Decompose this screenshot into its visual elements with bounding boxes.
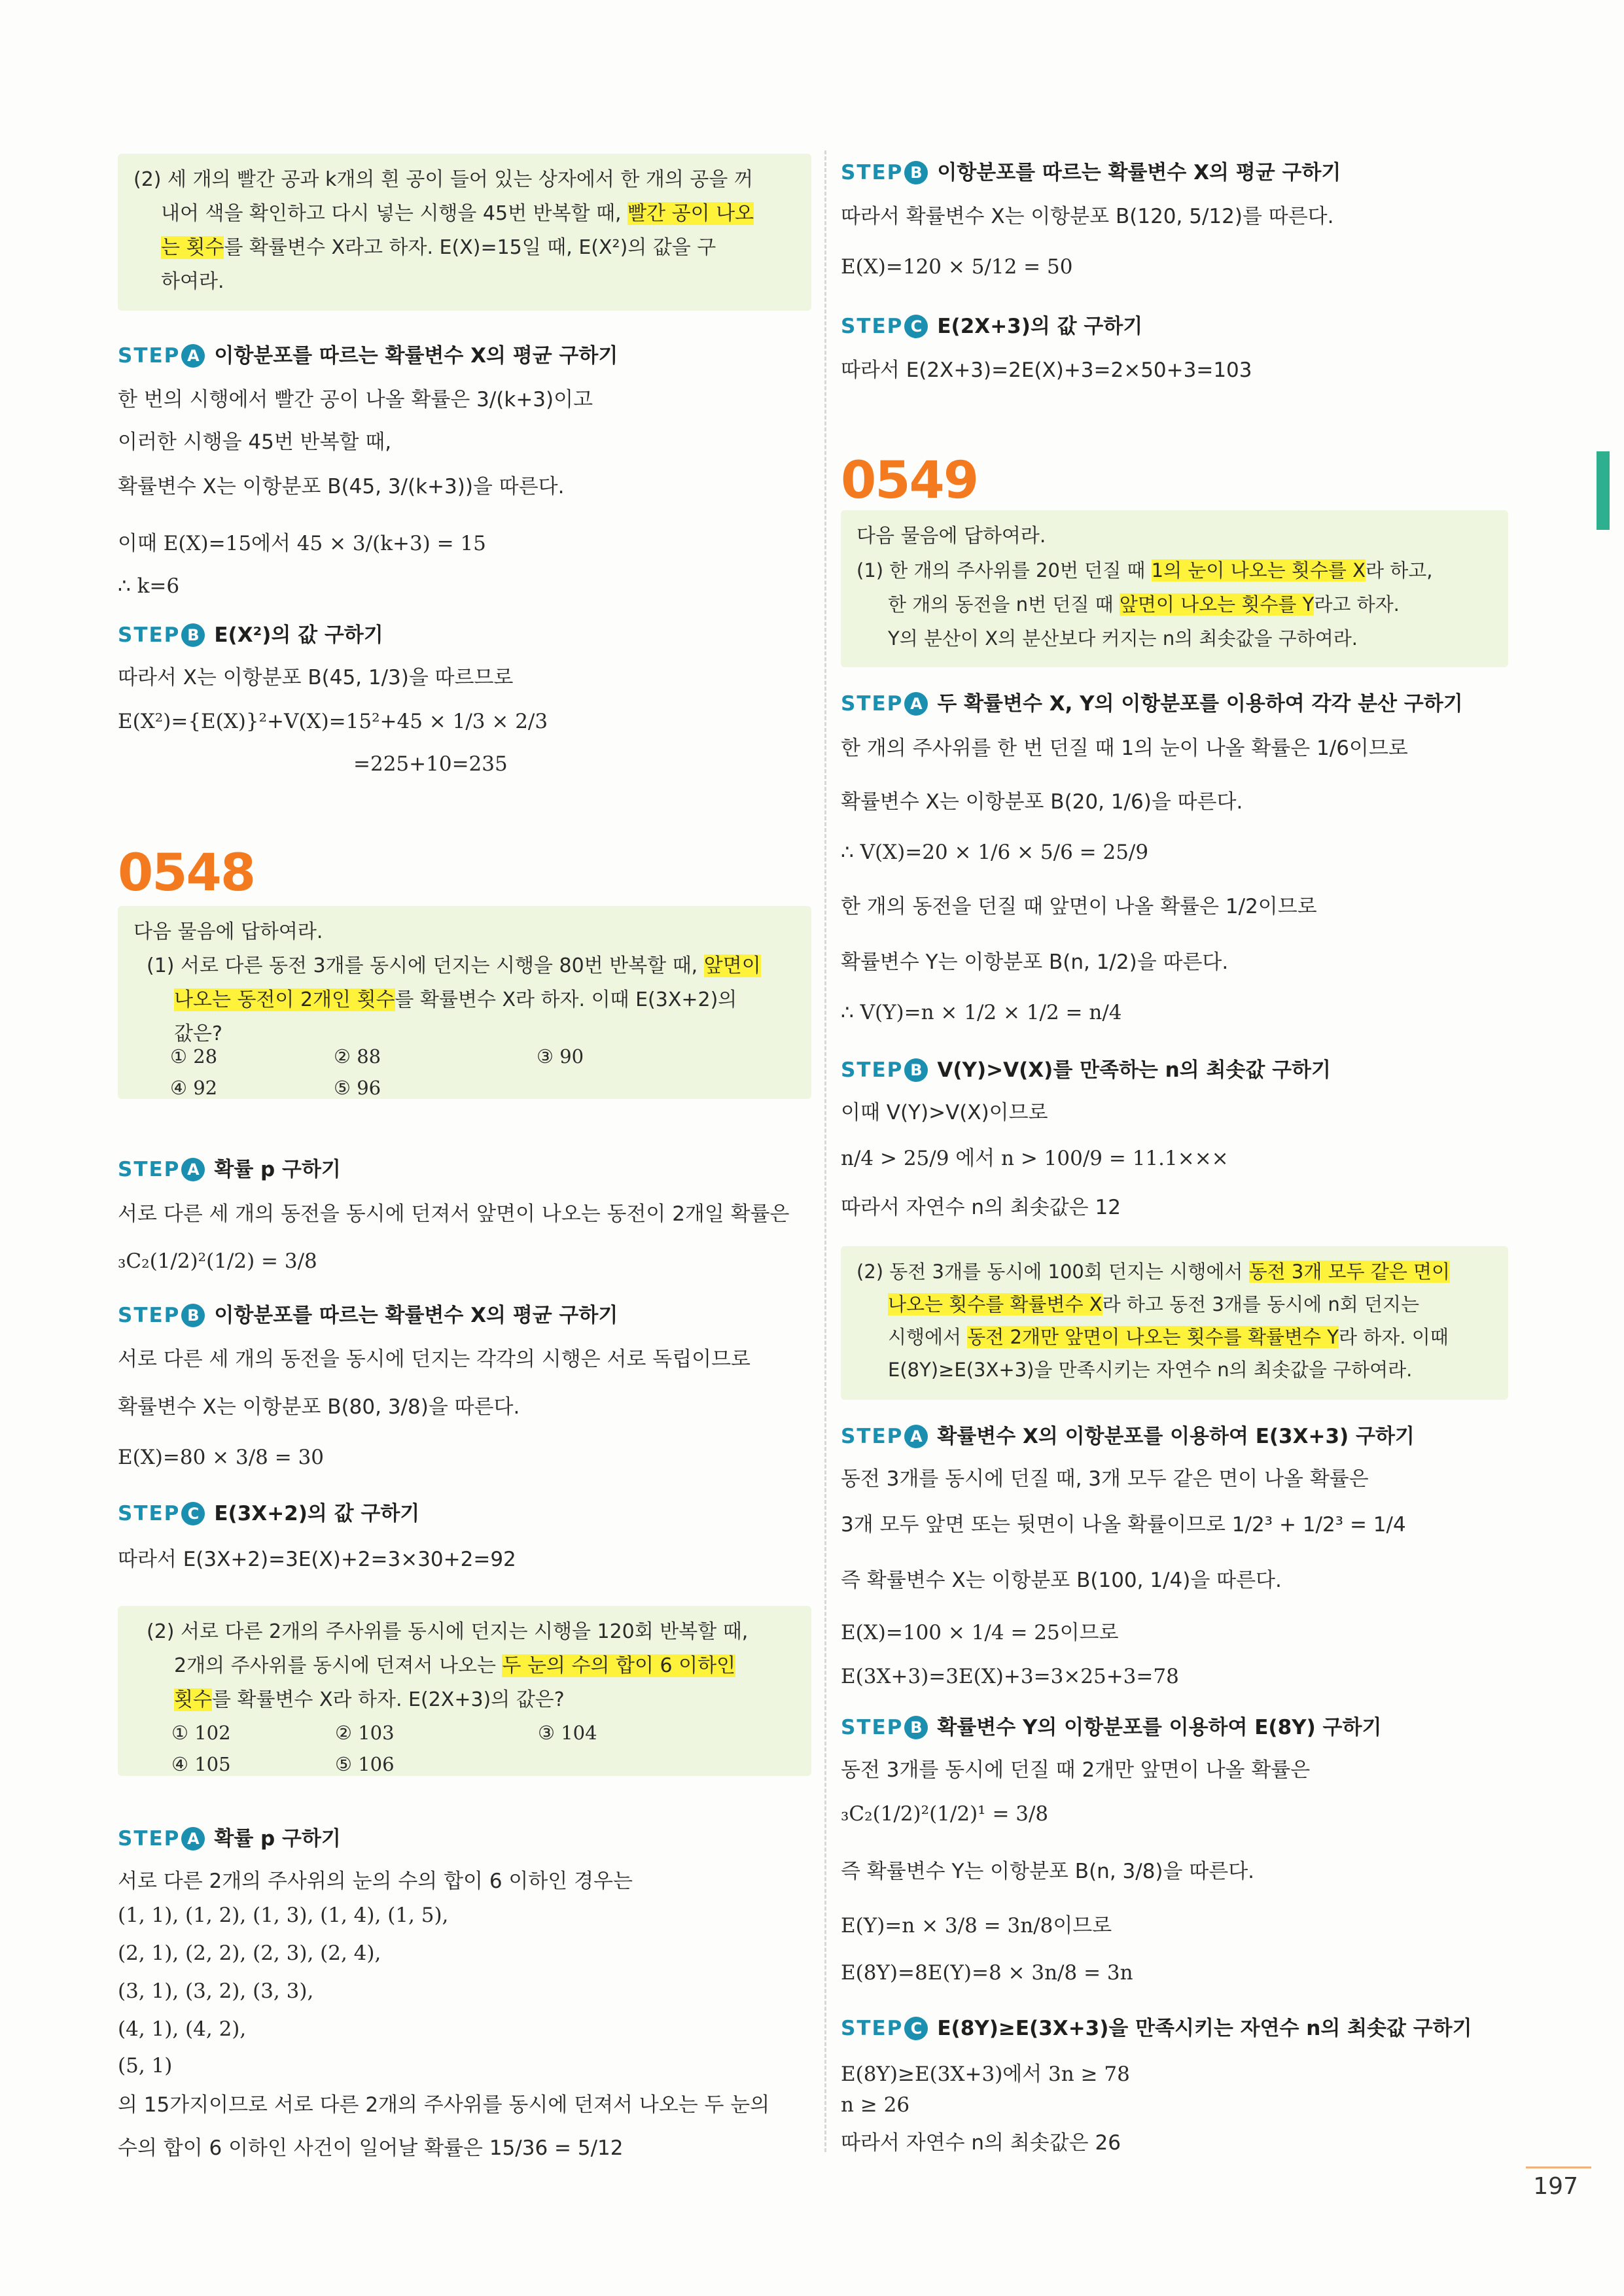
step-label: STEP <box>118 1158 181 1181</box>
step-title: E(8Y)≥E(3X+3)을 만족시키는 자연수 n의 최솟값 구하기 <box>937 2017 1472 2040</box>
question-line: (2) 서로 다른 2개의 주사위를 동시에 던지는 시행을 120회 반복할 때, <box>147 1620 749 1643</box>
solution-line: E(X²)={E(X)}²+V(X)=15²+45 × 1/3 × 2/3 <box>118 710 548 733</box>
solution-line: (2, 1), (2, 2), (2, 3), (2, 4), <box>118 1941 381 1965</box>
question-line <box>856 1255 1492 1288</box>
solution-line: ∴ V(X)=20 × 1/6 × 5/6 = 25/9 <box>841 841 1149 864</box>
question-line <box>133 949 796 983</box>
solution-line: ∴ k=6 <box>118 574 180 598</box>
step-title: E(X²)의 값 구하기 <box>214 623 383 647</box>
solution-line: 서로 다른 세 개의 동전을 동시에 던지는 각각의 시행은 서로 독립이므로 <box>118 1348 750 1371</box>
question-548 <box>118 906 811 1099</box>
step-letter: B <box>904 1716 928 1739</box>
highlight: 동전 2개만 앞면이 나오는 횟수를 확률변수 Y <box>967 1326 1339 1348</box>
question-line: 하여라. <box>161 270 224 293</box>
question-547-2 <box>118 154 811 311</box>
solution-line: 이러한 시행을 45번 반복할 때, <box>118 430 392 454</box>
choice: ④ 92 <box>170 1077 218 1099</box>
choice: ④ 105 <box>171 1753 231 1775</box>
step-a-heading <box>841 1419 1415 1449</box>
solution-line: 수의 합이 6 이하인 사건이 일어날 확률은 15/36 = 5/12 <box>118 2136 624 2160</box>
solution-line: 한 번의 시행에서 빨간 공이 나올 확률은 3/(k+3)이고 <box>118 388 593 411</box>
step-a-heading <box>841 687 1463 716</box>
step-label: STEP <box>841 1058 904 1082</box>
step-a-heading <box>118 1153 341 1182</box>
highlight: 두 눈의 수의 합이 6 이하인 <box>502 1654 736 1677</box>
question-line: Y의 분산이 X의 분산보다 커지는 n의 최솟값을 구하여라. <box>888 627 1358 650</box>
step-title: 확률변수 Y의 이항분포를 이용하여 E(8Y) 구하기 <box>937 1716 1382 1739</box>
highlight: 나오는 동전이 2개인 횟수 <box>174 988 395 1011</box>
step-title: 확률 p 구하기 <box>214 1827 341 1851</box>
solution-line: 확률변수 X는 이항분포 B(20, 1/6)을 따른다. <box>841 790 1243 814</box>
solution-line: 즉 확률변수 Y는 이항분포 B(n, 3/8)을 따른다. <box>841 1860 1255 1883</box>
step-letter: A <box>181 1158 205 1181</box>
solution-line: (3, 1), (3, 2), (3, 3), <box>118 1979 314 2003</box>
text: 를 확률변수 X라 하자. 이때 E(3X+2)의 <box>395 988 737 1011</box>
question-line <box>133 1649 796 1683</box>
step-title: 확률변수 X의 이항분포를 이용하여 E(3X+3) 구하기 <box>937 1425 1415 1448</box>
solution-line: 이때 E(X)=15에서 45 × 3/(k+3) = 15 <box>118 532 486 555</box>
question-line <box>133 197 796 231</box>
step-b-heading <box>841 1711 1381 1740</box>
text: 라 하고 동전 3개를 동시에 n회 던지는 <box>1102 1293 1420 1315</box>
step-letter: A <box>904 692 928 716</box>
solution-line: 동전 3개를 동시에 던질 때 2개만 앞면이 나올 확률은 <box>841 1758 1311 1782</box>
solution-line: (1, 1), (1, 2), (1, 3), (1, 4), (1, 5), <box>118 1904 449 1927</box>
step-letter: B <box>181 623 205 647</box>
choice: ② 103 <box>335 1722 395 1744</box>
solution-line: 따라서 자연수 n의 최솟값은 26 <box>841 2131 1121 2155</box>
step-letter: A <box>904 1425 928 1448</box>
step-letter: A <box>181 344 205 368</box>
step-label: STEP <box>118 1827 181 1851</box>
text: 라 하자. 이때 <box>1339 1326 1449 1348</box>
highlight: 는 횟수 <box>161 236 224 259</box>
solution-line: ₃C₂(1/2)²(1/2) = 3/8 <box>118 1249 317 1273</box>
question-line <box>133 1683 796 1717</box>
text: 시행에서 <box>888 1326 962 1348</box>
solution-line: 이때 V(Y)>V(X)이므로 <box>841 1101 1048 1124</box>
solution-line: 즉 확률변수 X는 이항분포 B(100, 1/4)을 따른다. <box>841 1569 1282 1592</box>
solution-line: (4, 1), (4, 2), <box>118 2017 247 2041</box>
question-line <box>856 553 1492 587</box>
solution-line: E(X)=80 × 3/8 = 30 <box>118 1446 325 1469</box>
step-title: 확률 p 구하기 <box>214 1158 341 1181</box>
step-letter: B <box>904 1058 928 1082</box>
text: 라 하고, <box>1366 559 1433 582</box>
choice: ② 88 <box>334 1045 381 1068</box>
step-title: E(2X+3)의 값 구하기 <box>937 315 1143 338</box>
step-a-heading <box>118 339 618 368</box>
question-line <box>856 587 1492 621</box>
step-letter: C <box>904 315 928 338</box>
step-letter: B <box>181 1304 205 1327</box>
step-letter: B <box>904 161 928 184</box>
question-line <box>856 1288 1492 1321</box>
highlight: 앞면이 <box>703 954 761 977</box>
solution-line: E(X)=100 × 1/4 = 25이므로 <box>841 1621 1119 1644</box>
solution-line: E(Y)=n × 3/8 = 3n/8이므로 <box>841 1914 1112 1938</box>
question-line: 값은? <box>174 1022 222 1045</box>
step-label: STEP <box>118 1304 181 1327</box>
step-b-heading <box>841 1053 1331 1083</box>
step-b-heading <box>118 618 383 648</box>
solution-line: 한 개의 주사위를 한 번 던질 때 1의 눈이 나올 확률은 1/6이므로 <box>841 737 1408 760</box>
step-title: 이항분포를 따르는 확률변수 X의 평균 구하기 <box>214 344 618 368</box>
step-label: STEP <box>841 1716 904 1739</box>
text: 를 확률변수 X라 하자. E(2X+3)의 값은? <box>211 1688 565 1711</box>
text: (1) 서로 다른 동전 3개를 동시에 던지는 시행을 80번 반복할 때, <box>147 954 698 977</box>
step-label: STEP <box>841 692 904 716</box>
solution-line: E(8Y)≥E(3X+3)에서 3n ≥ 78 <box>841 2062 1130 2086</box>
solution-line: 따라서 E(3X+2)=3E(X)+2=3×30+2=92 <box>118 1548 516 1571</box>
choice: ① 102 <box>171 1722 231 1744</box>
solution-line: 확률변수 Y는 이항분포 B(n, 1/2)을 따른다. <box>841 950 1229 974</box>
step-letter: C <box>181 1502 205 1525</box>
solution-line: 따라서 X는 이항분포 B(45, 1/3)을 따르므로 <box>118 666 514 689</box>
step-title: 이항분포를 따르는 확률변수 X의 평균 구하기 <box>937 161 1341 184</box>
choice: ③ 104 <box>538 1722 597 1744</box>
solution-line: (5, 1) <box>118 2054 173 2078</box>
step-label: STEP <box>118 623 181 647</box>
step-b-heading <box>841 156 1341 185</box>
text: 2개의 주사위를 동시에 던져서 나오는 <box>174 1654 496 1677</box>
highlight: 앞면이 나오는 횟수를 Y <box>1119 593 1315 616</box>
page-number-rule <box>1526 2166 1591 2168</box>
step-letter: A <box>181 1827 205 1851</box>
highlight: 1의 눈이 나오는 횟수를 X <box>1151 559 1366 582</box>
step-label: STEP <box>118 1502 181 1525</box>
step-c-heading <box>841 309 1142 339</box>
column-divider <box>824 150 826 2152</box>
choice: ① 28 <box>170 1045 218 1068</box>
step-label: STEP <box>841 315 904 338</box>
solution-line: 한 개의 동전을 던질 때 앞면이 나올 확률은 1/2이므로 <box>841 895 1317 918</box>
step-title: E(3X+2)의 값 구하기 <box>214 1502 420 1525</box>
question-line <box>133 231 796 265</box>
solution-line: 서로 다른 세 개의 동전을 동시에 던져서 앞면이 나오는 동전이 2개일 확률은 <box>118 1202 790 1226</box>
step-c-heading <box>841 2011 1472 2041</box>
question-intro: 다음 물음에 답하여라. <box>856 525 1046 548</box>
step-title: 이항분포를 따르는 확률변수 X의 평균 구하기 <box>214 1304 618 1327</box>
step-label: STEP <box>118 344 181 368</box>
solution-line: E(3X+3)=3E(X)+3=3×25+3=78 <box>841 1665 1179 1688</box>
solution-line: =225+10=235 <box>353 752 508 776</box>
solution-line: n/4 > 25/9 에서 n > 100/9 = 11.1××× <box>841 1147 1229 1170</box>
choice: ③ 90 <box>537 1045 584 1068</box>
text: 내어 색을 확인하고 다시 넣는 시행을 45번 반복할 때, <box>161 202 622 225</box>
solution-line: 서로 다른 2개의 주사위의 눈의 수의 합이 6 이하인 경우는 <box>118 1870 633 1893</box>
problem-number-0548: 0548 <box>118 844 255 903</box>
highlight: 나오는 횟수를 확률변수 X <box>888 1293 1103 1315</box>
solution-line: n ≥ 26 <box>841 2093 910 2117</box>
question-line: E(8Y)≥E(3X+3)을 만족시키는 자연수 n의 최솟값을 구하여라. <box>888 1359 1413 1381</box>
question-intro: 다음 물음에 답하여라. <box>133 920 323 943</box>
step-a-heading <box>118 1822 341 1851</box>
question-line <box>856 1321 1492 1353</box>
solution-line: 따라서 자연수 n의 최솟값은 12 <box>841 1196 1121 1219</box>
highlight: 횟수 <box>174 1688 212 1711</box>
solution-line: 확률변수 X는 이항분포 B(45, 3/(k+3))을 따른다. <box>118 475 565 498</box>
problem-number-0549: 0549 <box>841 451 978 510</box>
solution-line: 동전 3개를 동시에 던질 때, 3개 모두 같은 면이 나올 확률은 <box>841 1467 1369 1491</box>
text: 라고 하자. <box>1314 593 1400 616</box>
page-number: 197 <box>1533 2173 1578 2200</box>
solution-line: 따라서 확률변수 X는 이항분포 B(120, 5/12)를 따른다. <box>841 205 1334 228</box>
highlight: 동전 3개 모두 같은 면이 <box>1248 1261 1451 1283</box>
step-b-heading <box>118 1298 618 1328</box>
text: 한 개의 동전을 n번 던질 때 <box>888 593 1114 616</box>
question-548-2 <box>118 1606 811 1776</box>
text: (2) 동전 3개를 동시에 100회 던지는 시행에서 <box>856 1261 1243 1283</box>
solution-line: E(8Y)=8E(Y)=8 × 3n/8 = 3n <box>841 1961 1133 1985</box>
solution-line: 3개 모두 앞면 또는 뒷면이 나올 확률이므로 1/2³ + 1/2³ = 1/4 <box>841 1513 1406 1537</box>
chapter-tab <box>1597 451 1610 530</box>
step-label: STEP <box>841 2017 904 2040</box>
solution-line: 확률변수 X는 이항분포 B(80, 3/8)을 따른다. <box>118 1395 520 1419</box>
step-label: STEP <box>841 161 904 184</box>
step-letter: C <box>904 2017 928 2040</box>
step-title: V(Y)>V(X)를 만족하는 n의 최솟값 구하기 <box>937 1058 1331 1082</box>
question-line: (2) 세 개의 빨간 공과 k개의 흰 공이 들어 있는 상자에서 한 개의 공을 꺼 <box>133 168 753 191</box>
question-line <box>133 983 796 1017</box>
highlight: 빨간 공이 나오 <box>627 202 754 225</box>
solution-line: ∴ V(Y)=n × 1/2 × 1/2 = n/4 <box>841 1001 1122 1024</box>
step-title: 두 확률변수 X, Y의 이항분포를 이용하여 각각 분산 구하기 <box>937 692 1463 716</box>
text: 를 확률변수 X라고 하자. E(X)=15일 때, E(X²)의 값을 구 <box>224 236 716 259</box>
text: (1) 한 개의 주사위를 20번 던질 때 <box>856 559 1146 582</box>
solution-line: ₃C₂(1/2)²(1/2)¹ = 3/8 <box>841 1802 1049 1826</box>
question-549-1 <box>841 510 1508 667</box>
step-c-heading <box>118 1497 419 1526</box>
solution-line: E(X)=120 × 5/12 = 50 <box>841 255 1073 279</box>
solution-line: 따라서 E(2X+3)=2E(X)+3=2×50+3=103 <box>841 358 1252 382</box>
step-label: STEP <box>841 1425 904 1448</box>
solution-line: 의 15가지이므로 서로 다른 2개의 주사위를 동시에 던져서 나오는 두 눈의 <box>118 2093 770 2117</box>
choice: ⑤ 106 <box>335 1753 395 1775</box>
choice: ⑤ 96 <box>334 1077 381 1099</box>
question-549-2 <box>841 1246 1508 1400</box>
